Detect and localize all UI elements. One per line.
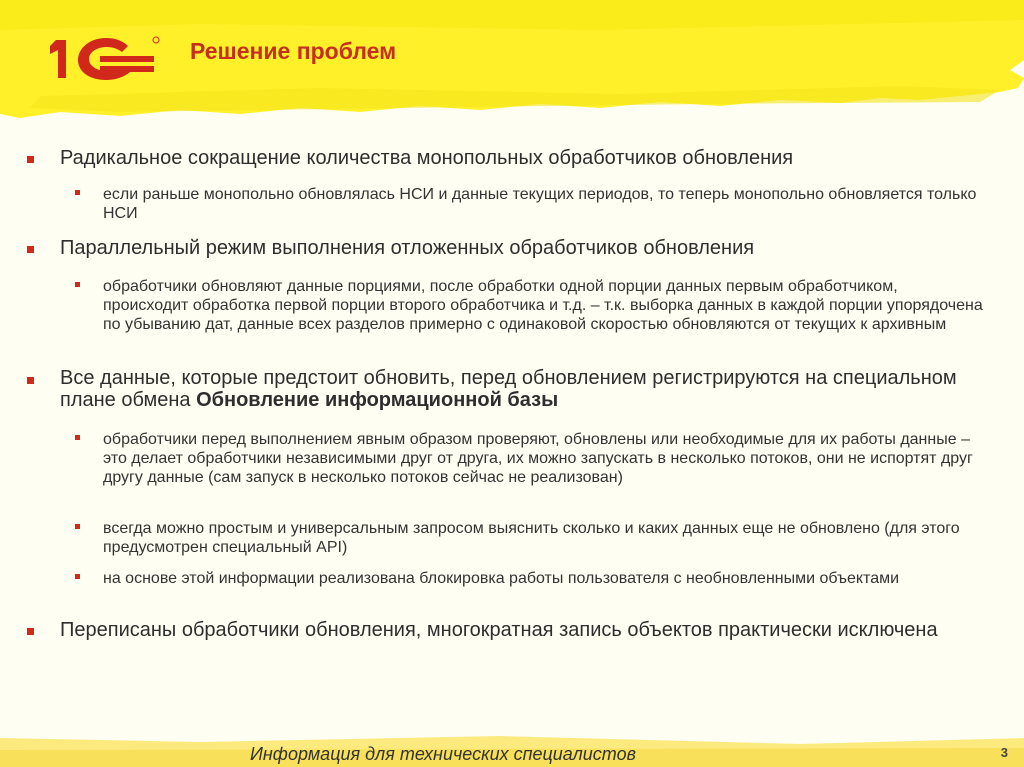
sub-item-3-2: всегда можно простым и универсальным запросом выяснить сколько и каких данных еще не обновлено (для этого предусмотрен специальный API) [103, 520, 960, 556]
bullet-marker [27, 246, 34, 253]
sub-bullet-marker [75, 190, 80, 195]
bullet-item-3 [60, 367, 960, 411]
sub-item-3-3: на основе этой информации реализована блокировка работы пользователя с необновленными объектами [103, 570, 900, 587]
sub-bullet-marker [75, 524, 80, 529]
sub-bullet-marker [75, 435, 80, 440]
sub-bullet-marker [75, 574, 80, 579]
bullet-marker [27, 377, 34, 384]
sub-item-1-1: если раньше монопольно обновлялась НСИ и данные текущих периодов, то теперь монопольно обновляется только НСИ [103, 186, 977, 222]
page-number: 3 [1000, 745, 1008, 760]
bullet-item-1: Радикальное сокращение количества монопольных обработчиков обновления [60, 147, 794, 169]
sub-item-3-1: обработчики перед выполнением явным образом проверяют, обновлены или необходимые для их работы данные – это делает обработчики независимыми друг от друга, их можно запускать в несколько потоков, они не испортят друг другу данные (сам запуск в несколько потоков сейчас не реализован) [103, 431, 973, 486]
exchange-plan-name: Обновление информационной базы [196, 389, 559, 411]
sub-bullet-marker [75, 282, 80, 287]
footer-text: Информация для технических специалистов [250, 744, 636, 764]
1c-logo-icon [20, 32, 160, 82]
slide-title: Решение проблем [190, 38, 397, 64]
bullet-marker [27, 156, 34, 163]
bullet-item-2: Параллельный режим выполнения отложенных обработчиков обновления [60, 237, 755, 259]
bullet-marker [27, 628, 34, 635]
1c-logo [20, 32, 160, 82]
sub-item-2-1: обработчики обновляют данные порциями, после обработки одной порции данных первым обработчиком, происходит обработка первой порции второго обработчика и т.д. – т.к. выборка данных в каждой порции упорядочена по убыванию дат, данные всех разделов примерно с одинаковой скоростью обновляются от текущих к архивным [103, 278, 983, 333]
bullet-item-3-text: Все данные, которые предстоит обновить, перед обновлением регистрируются на специальном плане обмена [60, 367, 957, 411]
bullet-item-4: Переписаны обработчики обновления, многократная запись объектов практически исключена [60, 619, 938, 641]
